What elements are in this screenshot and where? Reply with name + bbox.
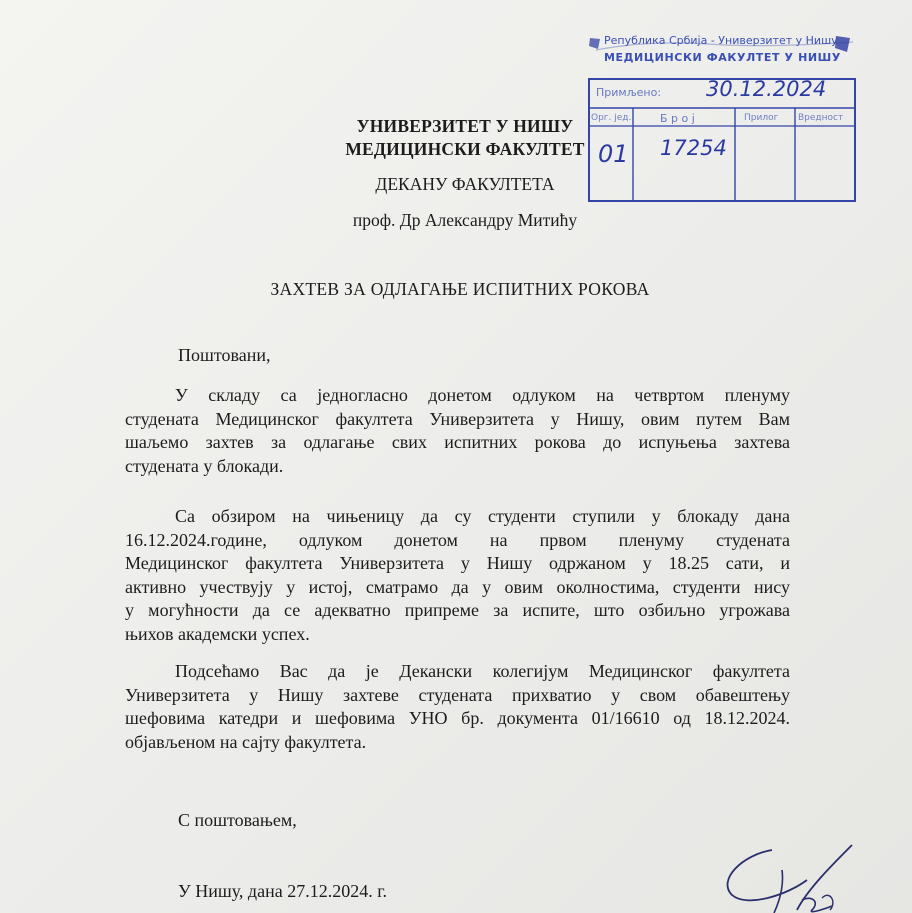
addressee: проф. Др Александру Митићу bbox=[352, 210, 578, 230]
paragraph-line: У складу са једногласно донетом одлуком на четвртом пленуму bbox=[175, 385, 790, 405]
stamp-line2: МЕДИЦИНСКИ ФАКУЛТЕТ У НИШУ bbox=[604, 51, 841, 64]
closing: С поштовањем, bbox=[178, 810, 297, 830]
salutation: Поштовани, bbox=[178, 345, 271, 365]
subject-line: ЗАХТЕВ ЗА ОДЛАГАЊЕ ИСПИТНИХ РОКОВА bbox=[270, 279, 650, 299]
paragraph-line: Универзитета у Нишу захтеве студената прихватио у свом обавештењу bbox=[125, 684, 790, 705]
university-name: УНИВЕРЗИТЕТ У НИШУ bbox=[356, 116, 574, 136]
paragraph-line: Подсећамо Вас да је Декански колегијум Медицинског факултета bbox=[175, 661, 790, 681]
signature bbox=[712, 840, 882, 913]
paragraph-line: студената у блокади. bbox=[125, 455, 284, 476]
paragraph-line: њихов академски успех. bbox=[125, 623, 310, 644]
stamp-col-number: Б р о ј bbox=[660, 112, 695, 125]
dean-heading: ДЕКАНУ ФАКУЛТЕТА bbox=[375, 174, 555, 194]
paragraph-line: шаљемо захтев за одлагање свих испитних рокова до испуњења захтева bbox=[125, 432, 790, 452]
stamp-received-label: Примљено: bbox=[596, 86, 662, 99]
paragraph-1 bbox=[125, 384, 790, 478]
stamp-col-value: Вредност bbox=[798, 113, 844, 123]
paragraph-line: студената Медицинског факултета Универзитета у Нишу, овим путем Вам bbox=[125, 408, 790, 429]
place-date: У Нишу, дана 27.12.2024. г. bbox=[178, 881, 388, 901]
stamp-col-org: Орг. јед. bbox=[591, 113, 632, 123]
paragraph-line: у могућности да се адекватно припреме за испите, што озбиљно угрожава bbox=[125, 600, 790, 620]
paragraph-3 bbox=[125, 660, 790, 754]
paragraph-line: објављеном на сајту факултета. bbox=[125, 731, 367, 752]
stamp-line1: Република Србија - Универзитет у Нишу bbox=[604, 34, 838, 47]
paragraph-line: Са обзиром на чињеницу да су студенти ступили у блокаду дана bbox=[175, 506, 790, 526]
paragraph-2 bbox=[125, 505, 790, 646]
stamp-number: 17254 bbox=[660, 136, 727, 160]
stamp-org-unit: 01 bbox=[598, 140, 629, 168]
paragraph-line: шефовима катедри и шефовима УНО бр. документа 01/16610 од 18.12.2024. bbox=[125, 708, 790, 728]
stamp-col-attach: Прилог bbox=[744, 113, 779, 123]
stamp-received-date: 30.12.2024 bbox=[706, 77, 827, 101]
registry-stamp bbox=[588, 32, 856, 192]
paragraph-line: 16.12.2024.године, одлуком донетом на првом пленуму студената bbox=[125, 529, 790, 550]
paragraph-line: активно учествују у истој, сматрамо да у овим околностима, студенти нису bbox=[125, 576, 790, 597]
paragraph-line: Медицинског факултета Универзитета у Нишу одржаном у 18.25 сати, и bbox=[125, 553, 790, 573]
faculty-name: МЕДИЦИНСКИ ФАКУЛТЕТ bbox=[345, 139, 585, 159]
